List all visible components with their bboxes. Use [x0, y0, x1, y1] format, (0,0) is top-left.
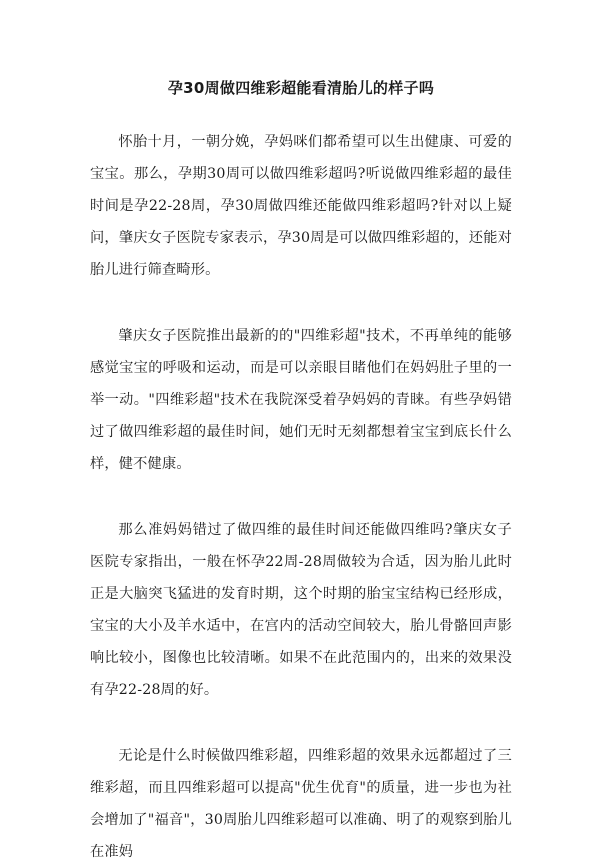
paragraph-1: 怀胎十月，一朝分娩，孕妈咪们都希望可以生出健康、可爱的宝宝。那么，孕期30周可以做四维彩超吗?听说做四维彩超的最佳时间是孕22-28周，孕30周做四维还能做四维彩超吗?针对以上疑问，肇庆女子医院专家表示，孕30周是可以做四维彩超的，还能对胎儿进行筛查畸形。: [90, 134, 512, 278]
article-body: [90, 126, 512, 868]
paragraph-3: 那么准妈妈错过了做四维的最佳时间还能做四维吗?肇庆女子医院专家指出，一般在怀孕22周-28周做较为合适，因为胎儿此时正是大脑突飞猛进的发育时期，这个时期的胎宝宝结构已经形成，宝宝的大小及羊水适中，在宫内的活动空间较大，胎儿骨骼回声影响比较小，图像也比较清晰。如果不在此范围内的，出来的效果没有孕22-28周的好。: [90, 522, 512, 698]
paragraph-2: 肇庆女子医院推出最新的的"四维彩超"技术，不再单纯的能够感觉宝宝的呼吸和运动，而是可以亲眼目睹他们在妈妈肚子里的一举一动。"四维彩超"技术在我院深受着孕妈妈的青睐。有些孕妈错过了做四维彩超的最佳时间，她们无时无刻都想着宝宝到底长什么样，健不健康。: [90, 328, 512, 472]
paragraph-4: 无论是什么时候做四维彩超，四维彩超的效果永远都超过了三维彩超，而且四维彩超可以提高"优生优育"的质量，进一步也为社会增加了"福音"，30周胎儿四维彩超可以准确、明了的观察到胎儿在准妈: [90, 748, 512, 860]
page-title: 孕30周做四维彩超能看清胎儿的样子吗: [167, 79, 435, 97]
